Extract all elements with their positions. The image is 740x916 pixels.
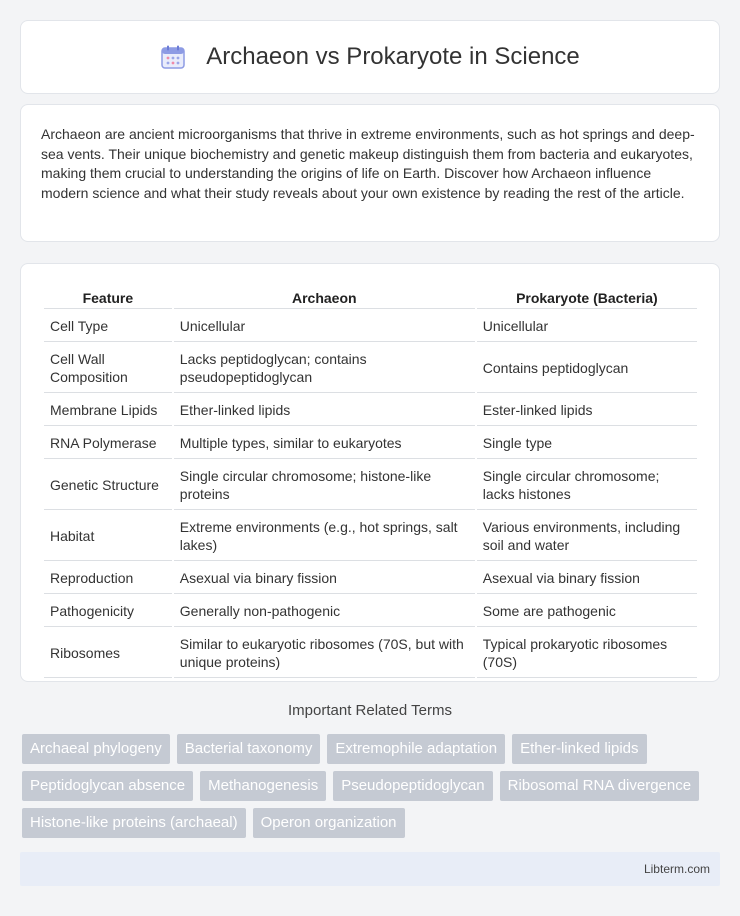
table-row — [44, 629, 697, 678]
row-feature: Membrane Lipids — [44, 395, 172, 426]
row-feature: Habitat — [44, 512, 172, 561]
table-row — [44, 395, 697, 426]
row-archaeon: Generally non-pathogenic — [174, 596, 475, 627]
related-terms-title: Important Related Terms — [288, 702, 452, 719]
row-archaeon: Similar to eukaryotic ribosomes (70S, but with unique proteins) — [174, 629, 475, 678]
intro-paragraph: Archaeon are ancient microorganisms that thrive in extreme environments, such as hot springs and deep-sea vents. Their unique biochemistry and genetic makeup distinguish them from bacteria and eukaryotes, making them crucial to understanding the origins of life on Earth. Discover how Archaeon influence modern science and what their study reveals about your own existence by reading the rest of the article. — [41, 126, 695, 201]
related-term-tag[interactable]: Pseudopeptidoglycan — [333, 771, 492, 801]
table-header-row — [44, 286, 697, 309]
table-row — [44, 512, 697, 561]
related-term-tag[interactable]: Ribosomal RNA divergence — [500, 771, 699, 801]
row-archaeon: Lacks peptidoglycan; contains pseudopeptidoglycan — [174, 344, 475, 393]
header-prokaryote: Prokaryote (Bacteria) — [477, 286, 697, 309]
row-prokaryote: Typical prokaryotic ribosomes (70S) — [477, 629, 697, 678]
row-feature: Cell Type — [44, 311, 172, 342]
table-row — [44, 344, 697, 393]
footer — [20, 852, 720, 886]
table-row — [44, 596, 697, 627]
table-row — [44, 428, 697, 459]
row-archaeon: Asexual via binary fission — [174, 563, 475, 594]
row-archaeon: Multiple types, similar to eukaryotes — [174, 428, 475, 459]
row-feature: Reproduction — [44, 563, 172, 594]
related-term-tag[interactable]: Methanogenesis — [200, 771, 326, 801]
row-archaeon: Unicellular — [174, 311, 475, 342]
row-feature: Cell Wall Composition — [44, 344, 172, 393]
row-feature: Genetic Structure — [44, 461, 172, 510]
row-prokaryote: Single circular chromosome; lacks histones — [477, 461, 697, 510]
related-term-tag[interactable]: Bacterial taxonomy — [177, 734, 321, 764]
row-prokaryote: Single type — [477, 428, 697, 459]
comparison-table-card — [20, 263, 720, 682]
row-prokaryote: Various environments, including soil and water — [477, 512, 697, 561]
row-feature: Ribosomes — [44, 629, 172, 678]
row-prokaryote: Some are pathogenic — [477, 596, 697, 627]
row-feature: RNA Polymerase — [44, 428, 172, 459]
row-archaeon: Single circular chromosome; histone-like proteins — [174, 461, 475, 510]
related-terms-list — [22, 734, 722, 838]
row-prokaryote: Contains peptidoglycan — [477, 344, 697, 393]
table-row — [44, 563, 697, 594]
related-term-tag[interactable]: Histone-like proteins (archaeal) — [22, 808, 246, 838]
related-term-tag[interactable]: Operon organization — [253, 808, 405, 838]
related-term-tag[interactable]: Peptidoglycan absence — [22, 771, 193, 801]
comparison-table — [42, 284, 699, 680]
intro-card — [20, 104, 720, 242]
row-prokaryote: Ester-linked lipids — [477, 395, 697, 426]
related-term-tag[interactable]: Archaeal phylogeny — [22, 734, 170, 764]
calendar-icon — [160, 44, 186, 70]
header-archaeon: Archaeon — [174, 286, 475, 309]
header-feature: Feature — [44, 286, 172, 309]
table-row — [44, 461, 697, 510]
row-feature: Pathogenicity — [44, 596, 172, 627]
table-row — [44, 311, 697, 342]
header-card — [20, 20, 720, 94]
related-term-tag[interactable]: Extremophile adaptation — [327, 734, 505, 764]
related-term-tag[interactable]: Ether-linked lipids — [512, 734, 646, 764]
row-archaeon: Extreme environments (e.g., hot springs, salt lakes) — [174, 512, 475, 561]
page-title: Archaeon vs Prokaryote in Science — [206, 43, 580, 70]
row-archaeon: Ether-linked lipids — [174, 395, 475, 426]
row-prokaryote: Asexual via binary fission — [477, 563, 697, 594]
row-prokaryote: Unicellular — [477, 311, 697, 342]
footer-site-link[interactable]: Libterm.com — [643, 862, 710, 876]
